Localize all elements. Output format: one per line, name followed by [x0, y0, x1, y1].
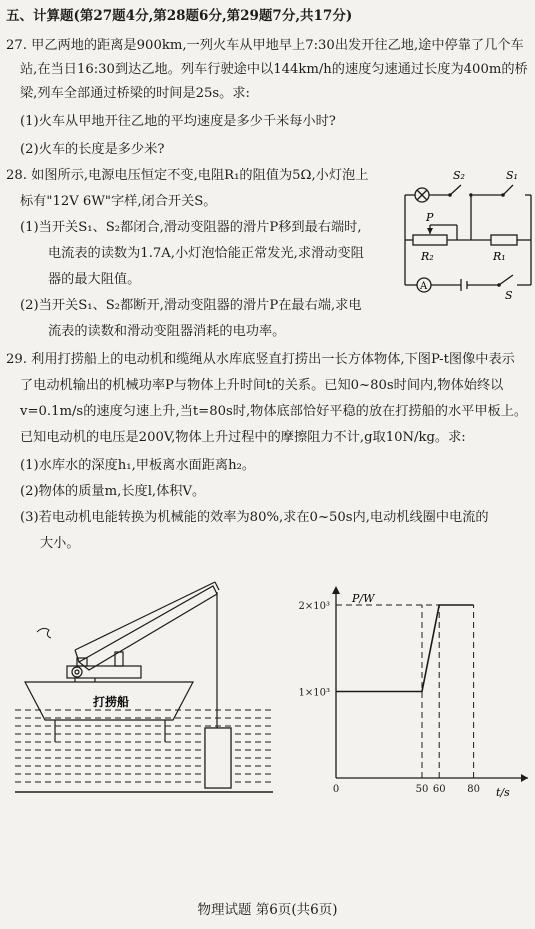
x-axis-label: t/s	[496, 786, 510, 799]
q29-sub-3-b: 大小。	[40, 536, 80, 551]
boat-label: 打捞船	[93, 695, 130, 709]
x-tick-label-0: 0	[332, 784, 340, 795]
q29-sub-1: (1)水库水的深度h₁,甲板离水面距离h₂。	[20, 458, 256, 473]
q29-sub-3-a: (3)若电动机电能转换为机械能的效率为80%,求在0~50s内,电动机线圈中电流的	[20, 510, 489, 525]
y-axis-label: P/W	[352, 592, 375, 605]
q28-line-1: 28. 如图所示,电源电压恒定不变,电阻R₁的阻值为5Ω,小灯泡上	[6, 168, 369, 183]
y-tick-label-0: 1×10³	[298, 687, 330, 699]
page-footer: 物理试题 第6页(共6页)	[197, 902, 338, 918]
q27-line-3: 梁,列车全部通过桥梁的时间是25s。求:	[20, 86, 250, 101]
y-tick-label-1: 2×10³	[298, 601, 330, 612]
q27-line-2: 站,在当日16:30到达乙地。列车行驶途中以144km/h的速度匀速通过长度为400m的桥	[20, 62, 528, 77]
circuit-label-ammeter: A	[420, 281, 428, 292]
x-tick-label-1: 50	[415, 784, 429, 795]
q28-sub-1-a: (1)当开关S₁、S₂都闭合,滑动变阻器的滑片P移到最右端时,	[20, 220, 362, 235]
q29-line-2: 了电动机输出的机械功率P与物体上升时间t的关系。已知0~80s时间内,物体始终以	[20, 378, 504, 393]
circuit-label-s2: S₂	[453, 169, 465, 182]
q27-line-1: 27. 甲乙两地的距离是900km,一列火车从甲地早上7:30出发开往乙地,途中停靠了几个车	[6, 38, 524, 53]
circuit-label-r1: R₁	[493, 250, 506, 263]
x-axis-arrow	[521, 774, 528, 782]
series-line	[336, 605, 474, 692]
y-axis-arrow	[332, 586, 340, 594]
q28-sub-2-a: (2)当开关S₁、S₂都断开,滑动变阻器的滑片P在最右端,求电	[20, 298, 362, 313]
q27-sub-1: (1)火车从甲地开往乙地的平均速度是多少千米每小时?	[20, 114, 336, 129]
x-tick-label-3: 80	[467, 784, 480, 795]
circuit-label-r2: R₂	[421, 250, 434, 263]
q29-line-4: 已知电动机的电压是200V,物体上升过程中的摩擦阻力不计,g取10N/kg。求:	[20, 430, 466, 445]
circuit-diagram	[395, 165, 535, 300]
q28-sub-2-b: 流表的读数和滑动变阻器消耗的电功率。	[48, 324, 286, 339]
q29-line-1: 29. 利用打捞船上的电动机和缆绳从水库底竖直打捞出一长方体物体,下图P-t图像中表示	[6, 352, 515, 367]
q28-sub-1-b: 电流表的读数为1.7A,小灯泡恰能正常发光,求滑动变阻	[48, 246, 364, 261]
x-tick-label-2: 60	[432, 784, 446, 795]
q28-sub-1-c: 器的最大阻值。	[48, 272, 141, 287]
q27-sub-2: (2)火车的长度是多少米?	[20, 142, 165, 157]
salvage-boat-figure	[15, 570, 275, 800]
circuit-label-s: S	[505, 289, 513, 300]
q29-line-3: v=0.1m/s的速度匀速上升,当t=80s时,物体底部恰好平稳的放在打捞船的水平甲板上。	[20, 404, 528, 419]
power-time-chart	[290, 582, 532, 802]
section-title: 五、计算题(第27题4分,第28题6分,第29题7分,共17分)	[6, 8, 353, 24]
circuit-label-s1: S₁	[506, 169, 518, 182]
q29-sub-2: (2)物体的质量m,长度l,体积V。	[20, 484, 206, 499]
circuit-label-p: P	[426, 211, 434, 224]
q28-line-2: 标有"12V 6W"字样,闭合开关S。	[20, 194, 217, 209]
